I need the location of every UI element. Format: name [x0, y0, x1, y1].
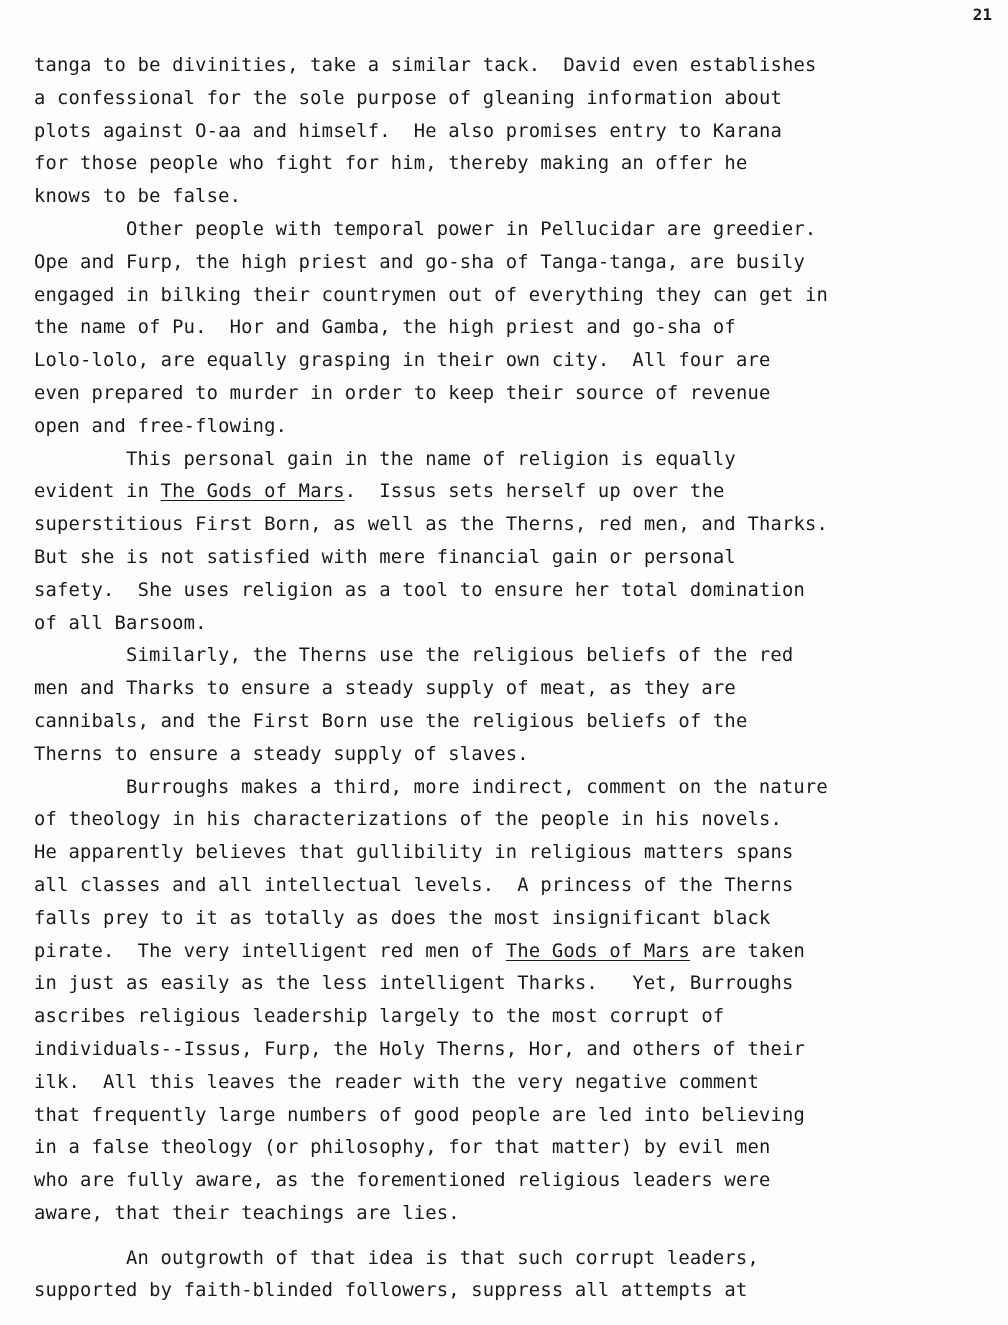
text-line: [34, 706, 974, 739]
text-line: [34, 312, 974, 345]
text-line: [34, 804, 974, 837]
text-line: [34, 1100, 974, 1133]
text-line: [34, 1067, 974, 1100]
text-line: [34, 575, 974, 608]
line-text: Similarly, the Therns use the religious beliefs of the red: [126, 645, 794, 667]
paragraph: [34, 214, 974, 444]
line-text: tanga to be divinities, take a similar tack. David even establishes: [34, 55, 817, 76]
text-line: [34, 739, 974, 772]
line-text: falls prey to it as totally as does the most insignificant black: [34, 907, 771, 929]
text-line: [34, 181, 974, 214]
line-text: cannibals, and the First Born use the religious beliefs of the: [34, 710, 748, 732]
text-line: [34, 837, 974, 870]
text-line: [34, 378, 974, 411]
line-text: An outgrowth of that idea is that such corrupt leaders,: [126, 1247, 759, 1269]
line-text: ilk. All this leaves the reader with the very negative comment: [34, 1071, 759, 1093]
text-line: [34, 542, 974, 575]
text-line: [34, 673, 974, 706]
line-text: open and free-flowing.: [34, 415, 288, 437]
text-line: [34, 444, 974, 477]
page-number: 21: [972, 5, 992, 24]
line-text: individuals--Issus, Furp, the Holy Therns, Hor, and others of their: [34, 1038, 805, 1060]
line-text: pirate. The very intelligent red men of: [34, 940, 506, 962]
line-text: He apparently believes that gullibility in religious matters spans: [34, 842, 794, 864]
book-title-underlined: The Gods of Mars: [160, 481, 345, 503]
paragraph-gap: [34, 1231, 974, 1243]
text-line: [34, 640, 974, 673]
text-line: [34, 1132, 974, 1165]
text-line: [34, 870, 974, 903]
line-text: ascribes religious leadership largely to the most corrupt of: [34, 1006, 725, 1028]
line-text: safety. She uses religion as a tool to ensure her total domination: [34, 579, 805, 601]
line-text: supported by faith-blinded followers, suppress all attempts at: [34, 1280, 748, 1302]
text-line: [34, 903, 974, 936]
line-text: that frequently large numbers of good people are led into believing: [34, 1104, 805, 1126]
text-line: [34, 1001, 974, 1034]
text-line: [34, 476, 974, 509]
line-text: men and Tharks to ensure a steady supply of meat, as they are: [34, 678, 736, 700]
text-line: [34, 1034, 974, 1067]
line-text: Burroughs makes a third, more indirect, comment on the nature: [126, 776, 828, 798]
paragraph: [34, 444, 974, 641]
line-text: a confessional for the sole purpose of gleaning information about: [34, 87, 782, 109]
line-text: are taken: [689, 940, 806, 962]
line-text: evident in: [34, 481, 161, 503]
line-text: of theology in his characterizations of the people in his novels.: [34, 809, 782, 831]
text-line: [34, 1275, 974, 1308]
line-text: superstitious First Born, as well as the Therns, red men, and Tharks.: [34, 514, 829, 536]
text-line: [34, 1243, 974, 1276]
line-text: knows to be false.: [34, 186, 242, 208]
line-text: . Issus sets herself up over the: [344, 481, 725, 503]
text-line: [34, 345, 974, 378]
line-text: of all Barsoom.: [34, 612, 207, 634]
line-text: Therns to ensure a steady supply of slaves.: [34, 743, 529, 765]
text-line: [34, 214, 974, 247]
line-text: even prepared to murder in order to keep their source of revenue: [34, 382, 771, 404]
text-line: [34, 247, 974, 280]
line-text: in a false theology (or philosophy, for that matter) by evil men: [34, 1137, 771, 1159]
line-text: But she is not satisfied with mere financial gain or personal: [34, 546, 736, 568]
line-text: who are fully aware, as the forementioned religious leaders were: [34, 1170, 771, 1192]
line-text: the name of Pu. Hor and Gamba, the high priest and go-sha of: [34, 317, 736, 339]
line-text: Other people with temporal power in Pellucidar are greedier.: [126, 218, 817, 240]
text-line: [34, 772, 974, 805]
text-line: [34, 1198, 974, 1231]
text-line: [34, 1165, 974, 1198]
text-line: [34, 280, 974, 313]
text-line: [34, 509, 974, 542]
body-text: [34, 50, 974, 1308]
text-line: [34, 83, 974, 116]
line-text: Ope and Furp, the high priest and go-sha of Tanga-tanga, are busily: [34, 251, 805, 273]
line-text: aware, that their teachings are lies.: [34, 1202, 460, 1224]
line-text: all classes and all intellectual levels. A princess of the Therns: [34, 874, 794, 896]
paragraph: [34, 50, 974, 214]
text-line: [34, 50, 974, 83]
text-line: [34, 608, 974, 641]
text-line: [34, 411, 974, 444]
line-text: engaged in bilking their countrymen out of everything they can get in: [34, 284, 829, 306]
paragraph: [34, 772, 974, 1231]
text-line: [34, 116, 974, 149]
text-line: [34, 148, 974, 181]
book-title-underlined: The Gods of Mars: [505, 940, 690, 962]
paragraph: [34, 640, 974, 771]
text-line: [34, 968, 974, 1001]
line-text: in just as easily as the less intelligent Tharks. Yet, Burroughs: [34, 973, 794, 995]
line-text: Lolo-lolo, are equally grasping in their own city. All four are: [34, 350, 771, 372]
line-text: plots against O-aa and himself. He also promises entry to Karana: [34, 120, 782, 142]
paragraph: [34, 1243, 974, 1309]
text-line: [34, 936, 974, 969]
line-text: for those people who fight for him, thereby making an offer he: [34, 153, 748, 175]
line-text: This personal gain in the name of religion is equally: [126, 448, 736, 470]
